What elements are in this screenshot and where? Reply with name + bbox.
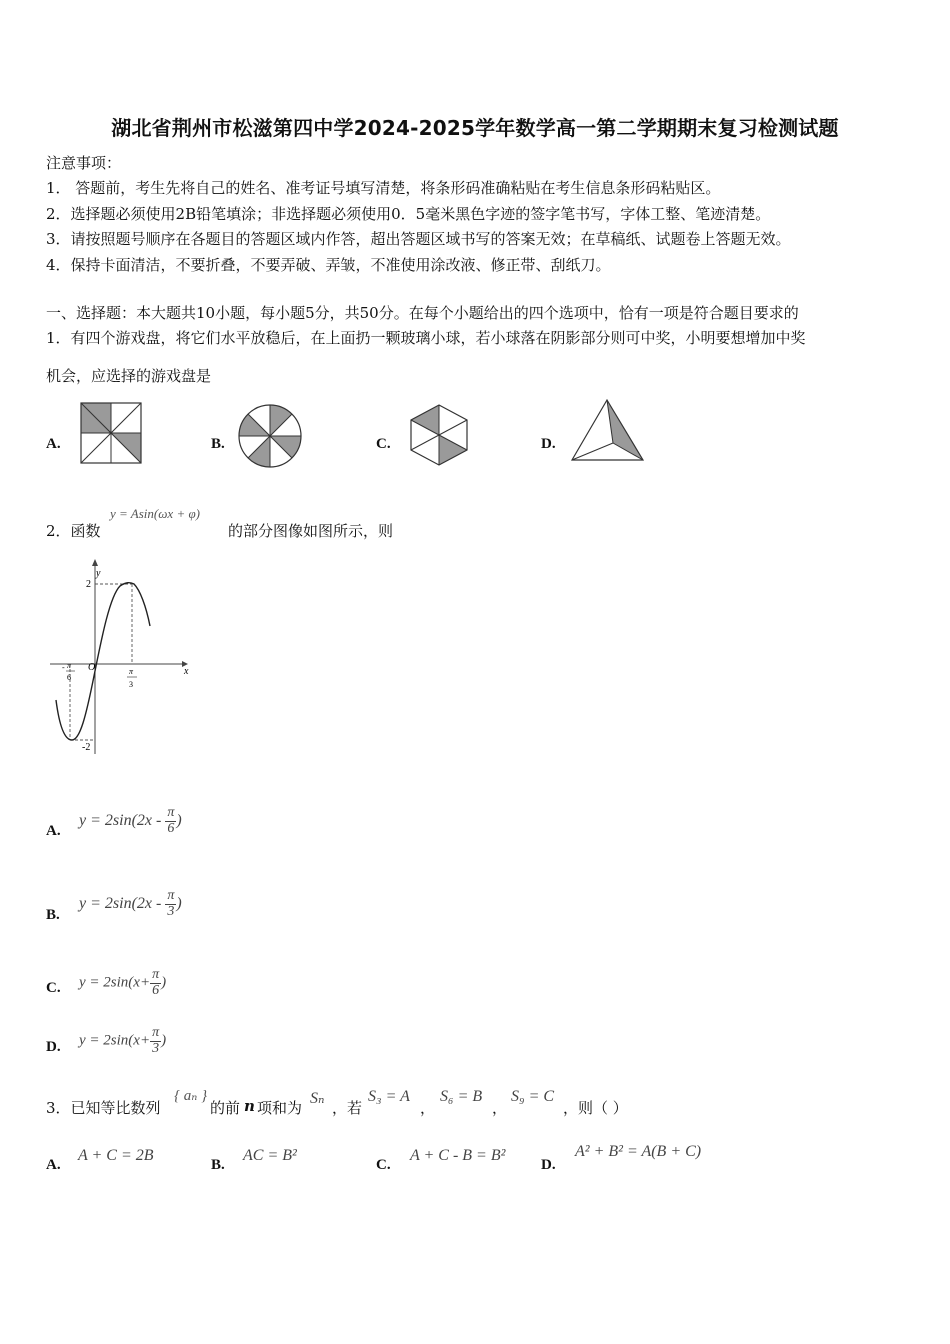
q2-option-a-formula: y = 2sin(2x - $\frac{\pi}{6}$ ): [79, 805, 182, 836]
notice-item-4: 4．保持卡面清洁，不要折叠，不要弄破、弄皱，不准使用涂改液、修正带、刮纸刀。: [46, 256, 611, 274]
graph-neg-tick-den: 6: [67, 673, 71, 682]
q1-option-c-label: C.: [376, 436, 391, 452]
q2-option-d-label: D.: [46, 1039, 61, 1055]
q2-option-c-formula: y = 2sin(x+ $\frac{\pi}{6}$ ): [79, 967, 167, 998]
q3-end: ，则（ ）: [563, 1099, 628, 1117]
graph-y-max-label: 2: [86, 579, 91, 590]
q2-option-c-label: C.: [46, 980, 61, 996]
q1-text-line2: 机会，应选择的游戏盘是: [46, 367, 212, 385]
graph-x-axis-label: x: [184, 666, 189, 677]
q2-option-b-formula: y = 2sin(2x - $\frac{\pi}{3}$ ): [79, 888, 182, 919]
game-board-hexagon-figure: [406, 402, 472, 468]
notice-heading: 注意事项：: [46, 154, 122, 172]
q3-option-d-label: D.: [541, 1157, 556, 1173]
graph-y-min-label: -2: [82, 742, 91, 753]
section-heading: 一、选择题：本大题共10小题，每小题5分，共50分。在每个小题给出的四个选项中，恰有一项是符合题目要求的: [46, 304, 799, 322]
page-title: 湖北省荆州市松滋第四中学2024-2025学年数学高一第二学期期末复习检测试题: [111, 116, 839, 140]
q1-option-a-label: A.: [46, 436, 61, 452]
q2-option-a-label: A.: [46, 823, 61, 839]
q2-suffix: 的部分图像如图所示，则: [228, 522, 394, 540]
game-board-triangle-figure: [568, 396, 648, 466]
notice-item-2: 2．选择题必须使用2B铅笔填涂；非选择题必须使用0．5毫米黑色字迹的签字笔书写，字体工整、笔迹清楚。: [46, 205, 771, 223]
q1-option-b-label: B.: [211, 436, 225, 452]
graph-pos-tick-num: π: [129, 667, 134, 676]
q3-option-c-label: C.: [376, 1157, 391, 1173]
q2-option-b-label: B.: [46, 907, 60, 923]
q3-sequence: { aₙ }: [174, 1088, 208, 1104]
q3-mid3: ，若: [332, 1099, 363, 1117]
graph-pos-tick-den: 3: [129, 680, 133, 689]
graph-origin-label: O: [88, 662, 96, 673]
q3-option-b-expr: AC = B²: [243, 1147, 297, 1164]
q1-text-line1: 1．有四个游戏盘，将它们水平放稳后，在上面扔一颗玻璃小球，若小球落在阴影部分则可中奖，小明要想增加中奖: [46, 329, 806, 347]
q3-comma-2: ，: [492, 1099, 508, 1117]
game-board-square-figure: [78, 400, 144, 466]
q1-option-d-label: D.: [541, 436, 556, 452]
graph-y-axis-label: y: [96, 568, 101, 579]
q3-prefix: 3．已知等比数列: [46, 1099, 161, 1117]
q2-prefix: 2．函数: [46, 522, 101, 540]
q2-function: y = Asin(ωx + φ): [110, 506, 200, 521]
notice-item-1: 1． 答题前，考生先将自己的姓名、准考证号填写清楚，将条形码准确粘贴在考生信息条形码粘贴区。: [46, 179, 721, 197]
q3-mid2: 项和为: [257, 1099, 303, 1117]
q3-cond-2: S₆ = B: [440, 1088, 483, 1105]
notice-item-3: 3．请按照题号顺序在各题目的答题区域内作答，超出答题区域书写的答案无效；在草稿纸、试题卷上答题无效。: [46, 230, 791, 248]
q3-option-b-label: B.: [211, 1157, 225, 1173]
q3-n: n: [244, 1097, 255, 1115]
q2-option-d-formula: y = 2sin(x+ $\frac{\pi}{3}$ ): [79, 1025, 167, 1056]
q3-option-a-label: A.: [46, 1157, 61, 1173]
q3-option-d-expr: A² + B² = A(B + C): [575, 1143, 702, 1160]
q3-mid1: 的前: [210, 1099, 241, 1117]
graph-neg-sign: -: [62, 663, 65, 672]
q3-comma-1: ，: [420, 1099, 436, 1117]
q3-option-a-expr: A + C = 2B: [78, 1147, 154, 1164]
q3-cond-3: S₉ = C: [511, 1088, 555, 1105]
q3-cond-1: S₃ = A: [368, 1088, 410, 1105]
q3-sn: Sₙ: [310, 1090, 325, 1107]
graph-neg-tick-num: π: [67, 661, 72, 670]
q3-option-c-expr: A + C - B = B²: [410, 1147, 506, 1164]
sine-graph-figure: [46, 556, 191, 761]
game-board-circle-figure: [236, 402, 304, 470]
